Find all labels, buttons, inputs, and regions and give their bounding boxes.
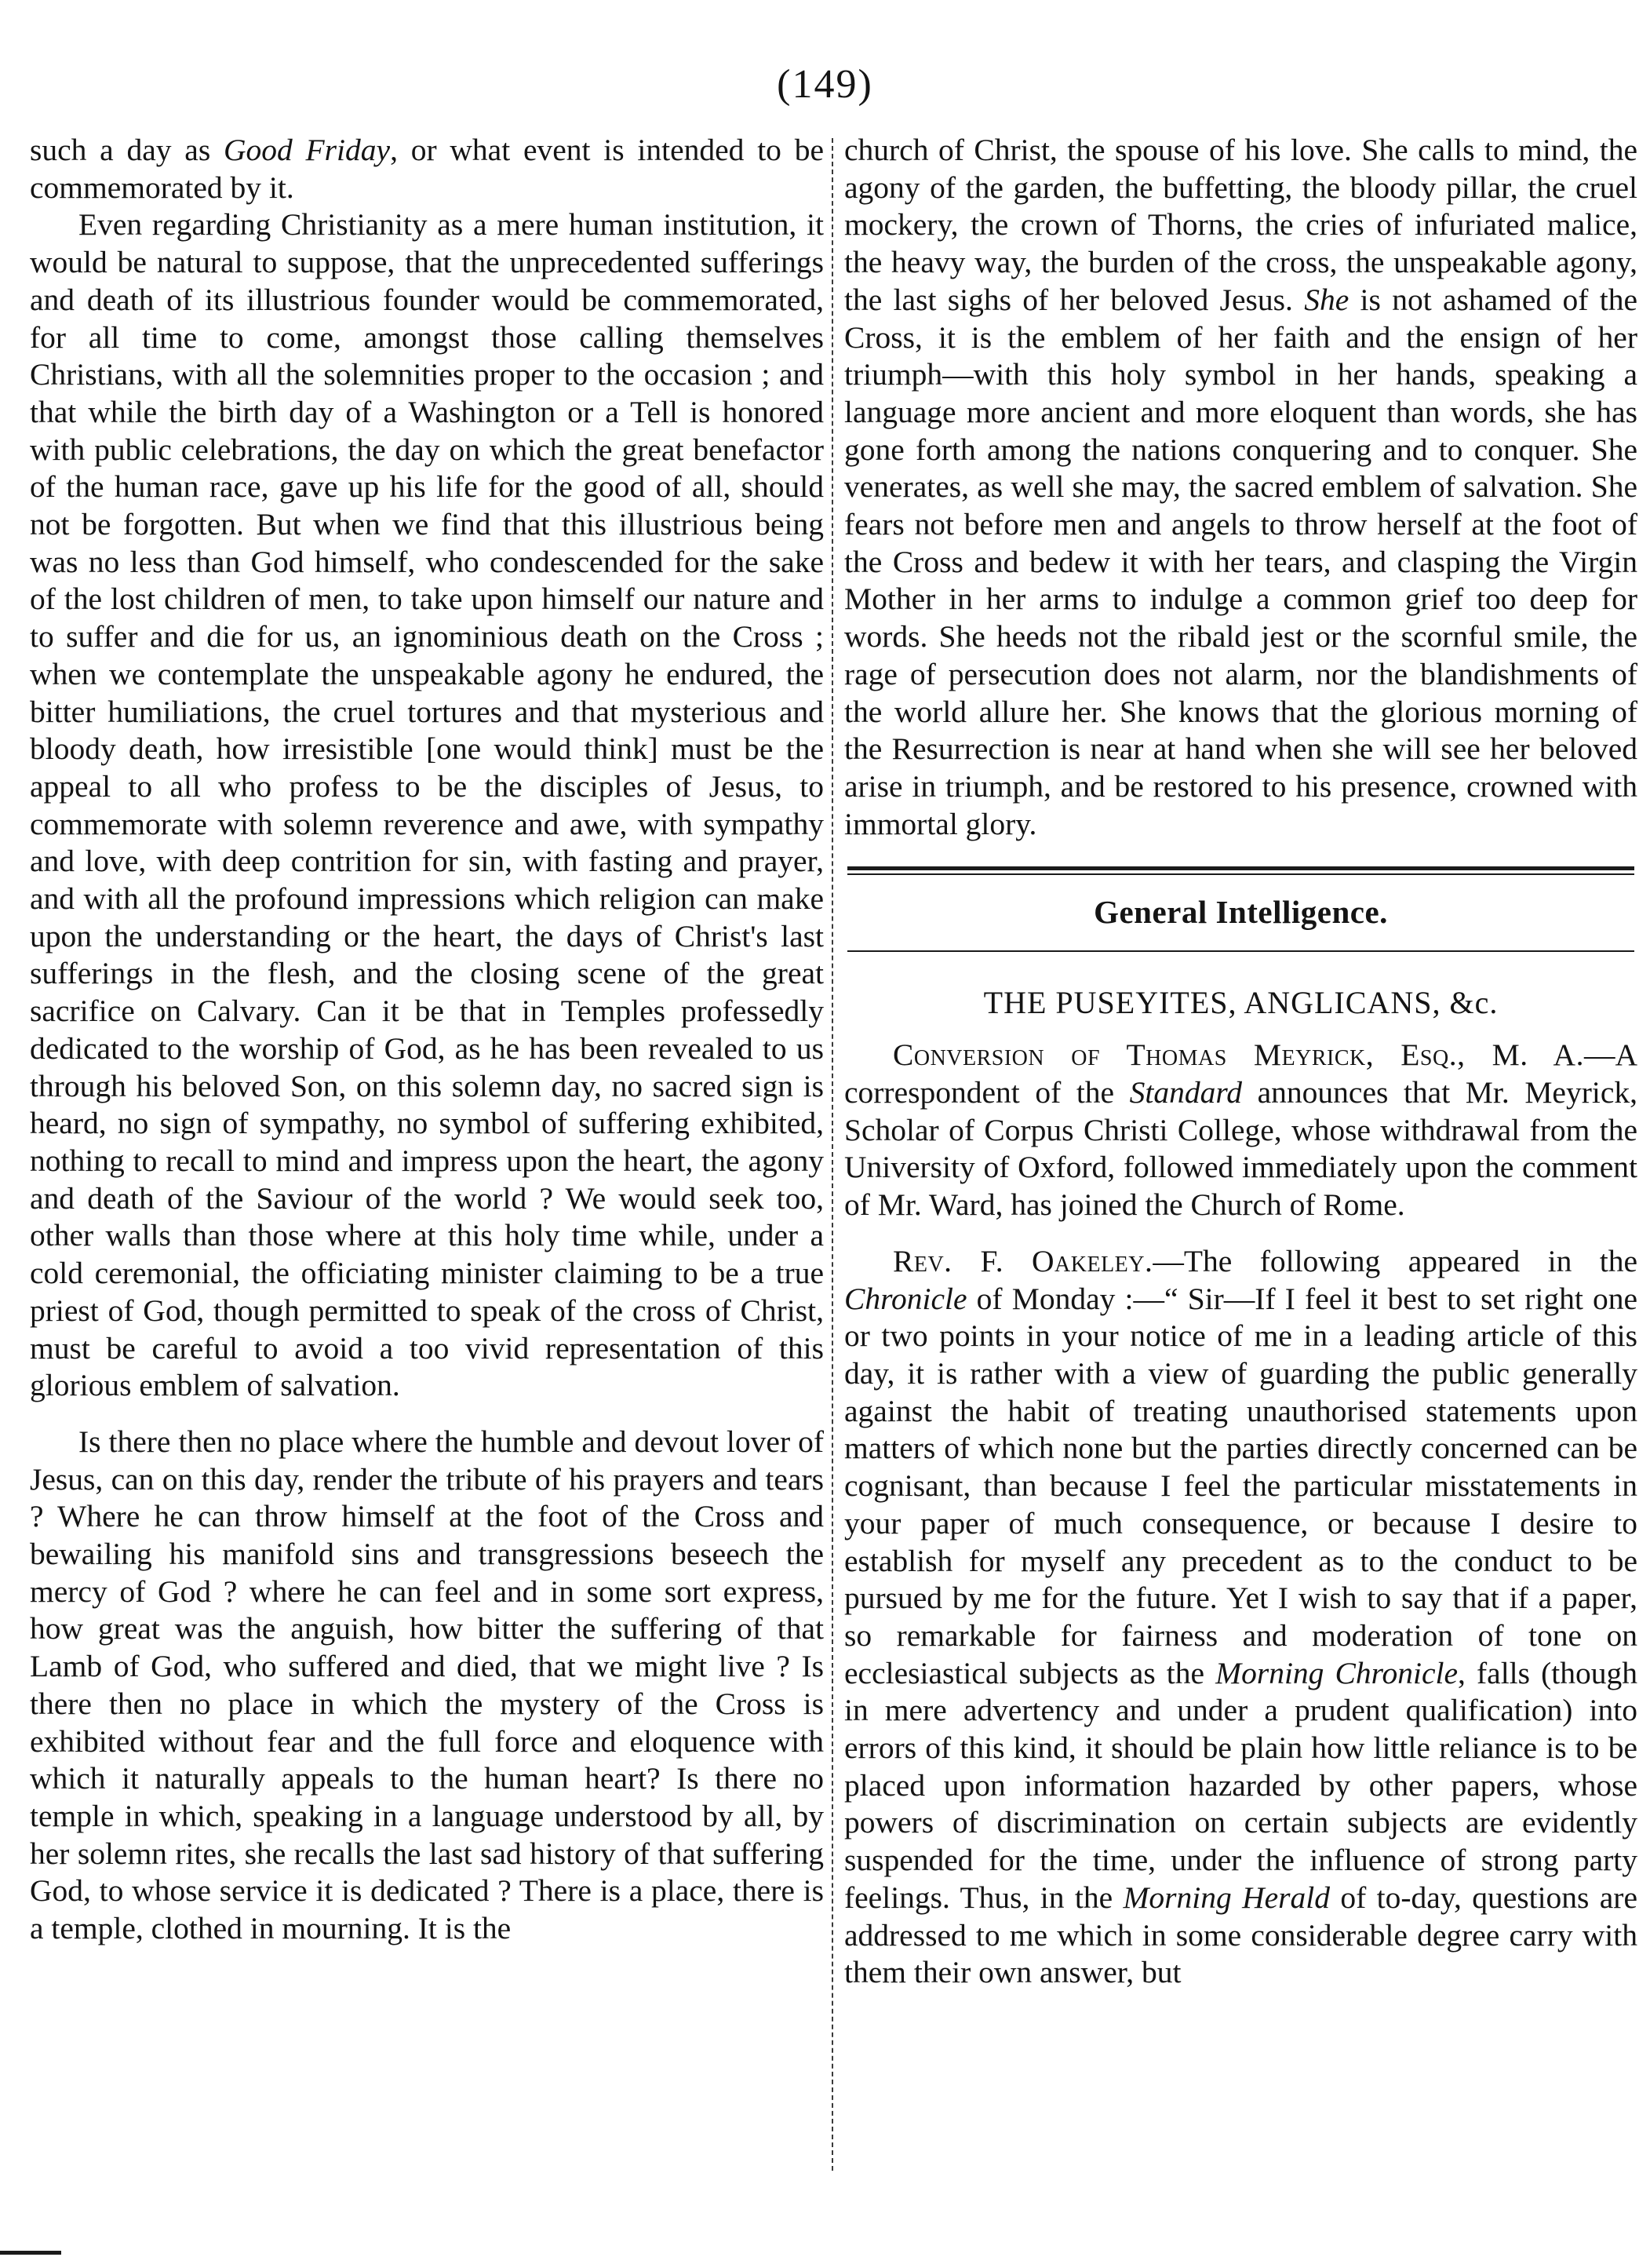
text-run: , or what event is intended to be commemorated by it. (30, 133, 824, 205)
right-paragraph-1 (844, 132, 1637, 843)
lead-in: Conversion of Thomas Meyrick, Esq., M. A. (893, 1037, 1584, 1073)
page-number: (149) (777, 62, 873, 107)
article-title: THE PUSEYITES, ANGLICANS, &c. (983, 985, 1499, 1021)
text-run: —The following appeared in the (1153, 1243, 1637, 1278)
italic-run: Morning Herald (1123, 1880, 1330, 1915)
footer-rule (0, 2251, 61, 2255)
column-divider (832, 138, 833, 2171)
left-paragraph-2: Even regarding Christianity as a mere human institution, it would be natural to suppose, that the unprecedented sufferings and death of its illustrious founder would be commemorated, for all time to come, amongst those calling themselves Christians, with all the solemnities proper to the occasion ; and that while the birth day of a Washington or a Tell is honored with public celebrations, the day on which the great benefactor of the human race, gave up his life for the good of all, should not be forgotten. But when we find that this illustrious being was no less than God himself, who condescended for the sake of the lost children of men, to take upon himself our nature and to suffer and die for us, an ignominious death on the Cross ; when we contemplate the unspeakable agony he endured, the bitter humiliations, the cruel tortures and that mysterious and bloody death, how irresistible [one would think] must be the appeal to all who profess to be the disciples of Jesus, to commemorate with solemn reverence and awe, with sympathy and love, with deep contrition for sin, with fasting and prayer, and with all the profound impressions which religion can make upon the understanding or the heart, the days of Christ's last sufferings in the flesh, and the closing scene of the great sacrifice on Calvary. Can it be that in Temples professedly dedicated to the worship of God, as he has been revealed to us through his beloved Son, on this solemn day, no sacred sign is heard, no sign of sympathy, no symbol of suffering exhibited, nothing to recall to mind and impress upon the heart, the agony and death of the Saviour of the world ? We would seek too, other walls than those where at this holy time while, under a cold ceremonial, the officiating minister claiming to be a true priest of God, though permitted to speak of the cross of Christ, must be careful to avoid a too vivid representation of this glorious emblem of salvation. (30, 207, 824, 1403)
text-run: —A correspondent of the (844, 1037, 1637, 1110)
lead-in: Rev. F. Oakeley. (893, 1243, 1153, 1278)
right-paragraph-3 (844, 1243, 1637, 1992)
text-run: church of Christ, the spouse of his love. She calls to mind, the agony of the garden, the buffetting, the bloody pillar, the cruel mockery, the crown of Thorns, the cries of infuriated malice, the heavy way, the burden of the cross, the unspeakable agony, the last sighs of her beloved Jesus. (844, 133, 1637, 317)
text-run: is not ashamed of the Cross, it is the emblem of her faith and the ensign of her triumph—with this holy symbol in her hands, speaking a language more ancient and more eloquent than words, she has gone forth among the nations conquering and to conquer. She venerates, as well she may, the sacred emblem of salvation. She fears not before men and angels to throw herself at the foot of the Cross and bedew it with her tears, and clasping the Virgin Mother in her arms to indulge a common grief too deep for words. She heeds not the ribald jest or the scornful smile, the rage of persecution does not alarm, nor the blandishments of the world allure her. She knows that the glorious morning of the Resurrection is near at hand when she will see her beloved arise in triumph, and be restored to his presence, crowned with immortal glory. (844, 282, 1637, 841)
section-rule-top-thin (847, 873, 1634, 875)
italic-run: Standard (1129, 1075, 1243, 1110)
text-run: announces that Mr. Meyrick, Scholar of Corpus Christi College, whose withdrawal from the University of Oxford, followed immediately upon the comment of Mr. Ward, has joined the Church of Rome. (844, 1075, 1638, 1223)
left-paragraph-3: Is there then no place where the humble and devout lover of Jesus, can on this day, render the tribute of his prayers and tears ? Where he can throw himself at the foot of the Cross and bewailing his manifold sins and transgressions beseech the mercy of God ? where he can feel and in some sort express, how great was the anguish, how bitter the suffering of that Lamb of God, who suffered and died, that we might live ? Is there then no place in which the mystery of the Cross is exhibited without fear and the full force and eloquence with which it naturally appeals to the human heart? Is there no temple in which, speaking in a language understood by all, by her solemn rites, she recalls the last sad history of that suffering God, to whose service it is dedicated ? There is a place, there is a temple, clothed in mourning. It is the (30, 1424, 824, 1946)
text-run: , falls (though in mere advertency and under a prudent qualification) into errors of this kind, it should be plain how little reliance is to be placed upon information hazarded by other papers, whose powers of discrimination on certain subjects are evidently suspended for the time, under the influence of strong party feelings. Thus, in the (844, 1655, 1638, 1915)
italic-run: Chronicle (844, 1281, 967, 1316)
section-rule-top (847, 866, 1634, 870)
section-rule-bottom (847, 950, 1634, 952)
text-run: of to-day, questions are addressed to me which in some considerable degree carry with them their own answer, but (844, 1880, 1637, 1990)
right-paragraph-2 (844, 1037, 1637, 1224)
italic-run: She (1304, 282, 1350, 317)
left-paragraph-1 (30, 132, 824, 206)
text-run: such a day as (30, 133, 224, 167)
text-run: of Monday :—“ Sir—If I feel it best to set right one or two points in your notice of me in a leading article of this day, it is rather with a view of guarding the public generally against the habit of treating unauthorised statements upon matters of which none but the parties directly concerned can be cognisant, than because I feel the particular misstatements in your paper of much consequence, or because I desire to establish for myself any precedent as to the conduct to be pursued by me for the future. Yet I wish to say that if a paper, so remarkable for fairness and moderation of tone on ecclesiastical subjects as the (844, 1281, 1637, 1690)
right-column (844, 132, 1637, 1992)
italic-run: Good Friday (224, 133, 391, 167)
italic-run: Morning Chronicle (1215, 1655, 1459, 1690)
section-heading: General Intelligence. (1094, 894, 1388, 931)
left-column (30, 132, 824, 1948)
